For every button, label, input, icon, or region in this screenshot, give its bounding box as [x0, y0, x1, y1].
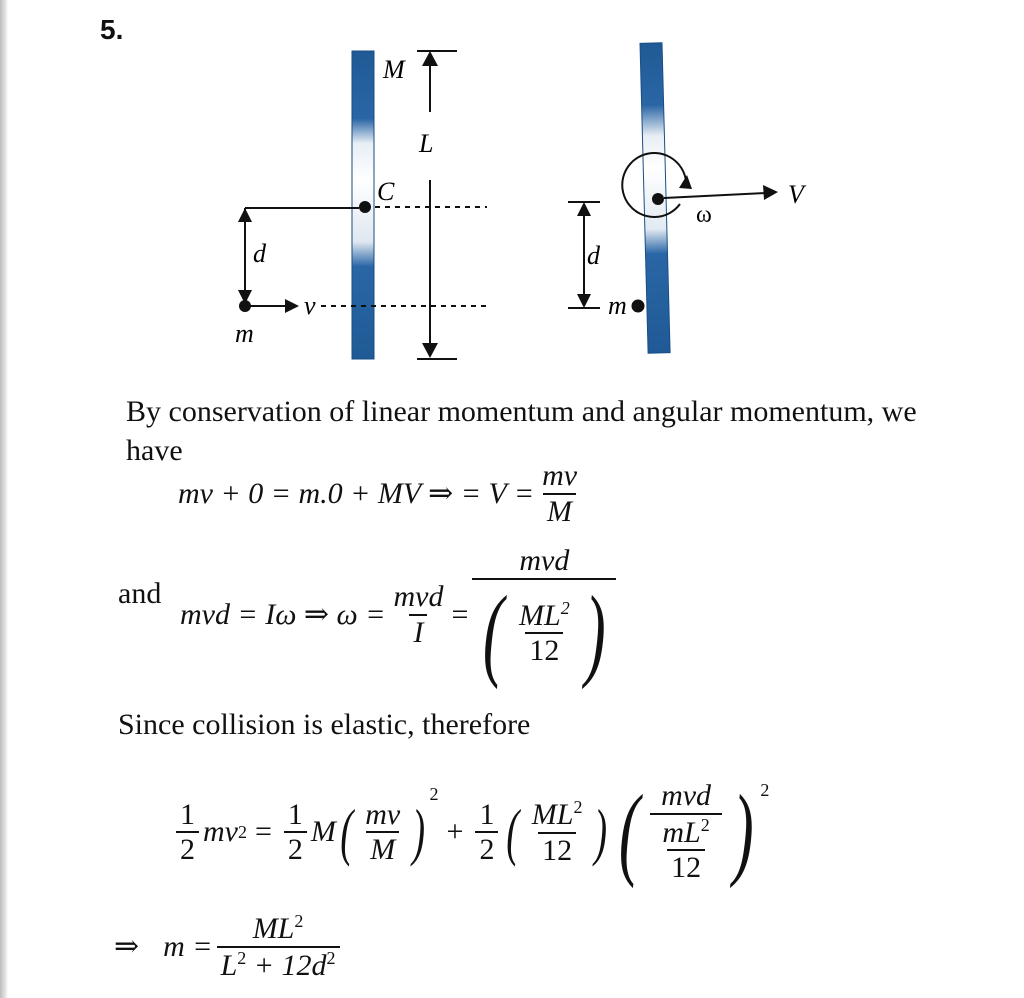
eq3-mL: mL	[662, 815, 701, 849]
eq4-L-exp: 2	[237, 947, 247, 968]
eq3-rparen-2: )	[594, 796, 608, 867]
eq3-half-2-den: 2	[284, 831, 307, 866]
eq3-big-fraction	[650, 780, 721, 884]
and-word: and	[118, 577, 162, 610]
eq3-plus: +	[446, 815, 464, 848]
eq3-ML2-over-12	[528, 798, 587, 866]
label-omega: ω	[696, 202, 712, 228]
eq2-inner-fraction	[515, 599, 574, 667]
intro-line-2: have	[126, 434, 183, 467]
eq4-fraction	[217, 912, 340, 981]
eq3-big-den	[650, 813, 721, 884]
eq4-ML: ML	[252, 912, 295, 945]
eq3-sq-3: 2	[760, 780, 770, 800]
eq3-mv-over-M	[361, 799, 404, 866]
eq3-ML-exp: 2	[573, 797, 583, 817]
eq2-f1-den: I	[409, 614, 427, 649]
eq4-num	[249, 912, 308, 946]
eq2-rparen: )	[584, 574, 606, 690]
eq1-fraction	[538, 460, 581, 527]
label-d: d	[253, 239, 266, 268]
eq3-rparen-3: )	[732, 774, 754, 889]
eq2-f2-den	[472, 574, 616, 690]
eq3-mv-num: mv	[365, 797, 401, 831]
eq2-equals: =	[451, 597, 469, 631]
eq2-fraction-1	[389, 581, 447, 648]
eq2-f2-num: mvd	[519, 544, 570, 577]
eq3-mL2-over-12	[658, 816, 713, 884]
eq4-den	[217, 946, 340, 982]
eq3-ML2	[528, 798, 587, 832]
eq3-half-3-num: 1	[479, 797, 495, 831]
eq2-exp: 2	[560, 597, 570, 618]
eq1-num: mv	[542, 459, 578, 492]
label-C: C	[377, 177, 395, 206]
eq3-lparen-3: (	[618, 774, 640, 889]
eq3-half-3-den: 2	[475, 831, 498, 866]
eq3-ML: ML	[531, 798, 574, 831]
equation-result	[114, 912, 344, 981]
eq2-ml: ML	[519, 598, 561, 632]
eq3-mv: mv	[203, 815, 238, 848]
eq4-implies: ⇒	[114, 930, 140, 963]
eq4-L: L	[220, 948, 238, 982]
eq3-rparen-1: )	[412, 796, 426, 867]
label-v: v	[304, 291, 316, 320]
eq3-half-1	[176, 799, 199, 866]
eq2-lhs: mvd = Iω ⇒ ω =	[180, 598, 386, 632]
eq3-12: 12	[538, 832, 576, 867]
label-V: V	[788, 180, 804, 209]
eq3-lparen-2: (	[506, 796, 520, 867]
eq2-lparen: (	[483, 574, 505, 690]
eq2-inner-num	[515, 599, 574, 633]
label-L: L	[419, 129, 434, 158]
eq3-half-1-den: 2	[176, 831, 199, 866]
eq3-sq-1: 2	[237, 821, 247, 842]
label-m: m	[235, 319, 254, 348]
equation-momentum	[178, 460, 585, 527]
equation-angular	[180, 544, 620, 690]
equation-energy	[172, 774, 770, 889]
eq3-mL-exp: 2	[700, 814, 710, 835]
eq3-12-b: 12	[667, 849, 705, 884]
eq3-half-2-num: 1	[287, 797, 303, 831]
eq3-half-2	[284, 799, 307, 866]
eq2-inner-den: 12	[525, 632, 563, 667]
diagram-left	[225, 40, 505, 370]
eq4-d-exp: 2	[326, 947, 336, 968]
elastic-statement: Since collision is elastic, therefore	[118, 708, 531, 741]
page-edge-shadow	[0, 0, 8, 998]
label-m: m	[608, 291, 627, 320]
eq2-fraction-2	[472, 544, 616, 690]
eq3-M: M	[310, 815, 336, 848]
eq3-half-3	[475, 799, 498, 866]
eq4-plus-12d: + 12d	[246, 948, 327, 982]
eq1-den: M	[543, 493, 576, 528]
eq1-lhs: mv + 0 = m.0 + MV ⇒ = V =	[178, 477, 535, 510]
eq2-f1-num: mvd	[393, 580, 444, 614]
eq3-equals: =	[254, 815, 272, 848]
eq4-lhs: m =	[163, 929, 213, 963]
question-number: 5.	[100, 14, 124, 45]
intro-line-1: By conservation of linear momentum and angular momentum, we	[126, 395, 917, 428]
eq3-half-1-num: 1	[180, 797, 195, 831]
label-d: d	[587, 241, 600, 270]
eq3-mL2	[658, 816, 713, 850]
eq3-sq-2: 2	[429, 784, 439, 804]
diagram-right	[560, 36, 820, 366]
eq4-num-exp: 2	[294, 911, 304, 931]
eq3-M-den: M	[366, 831, 399, 866]
eq3-lparen-1: (	[340, 796, 353, 867]
eq3-mvd: mvd	[661, 779, 712, 813]
label-M: M	[383, 55, 405, 84]
